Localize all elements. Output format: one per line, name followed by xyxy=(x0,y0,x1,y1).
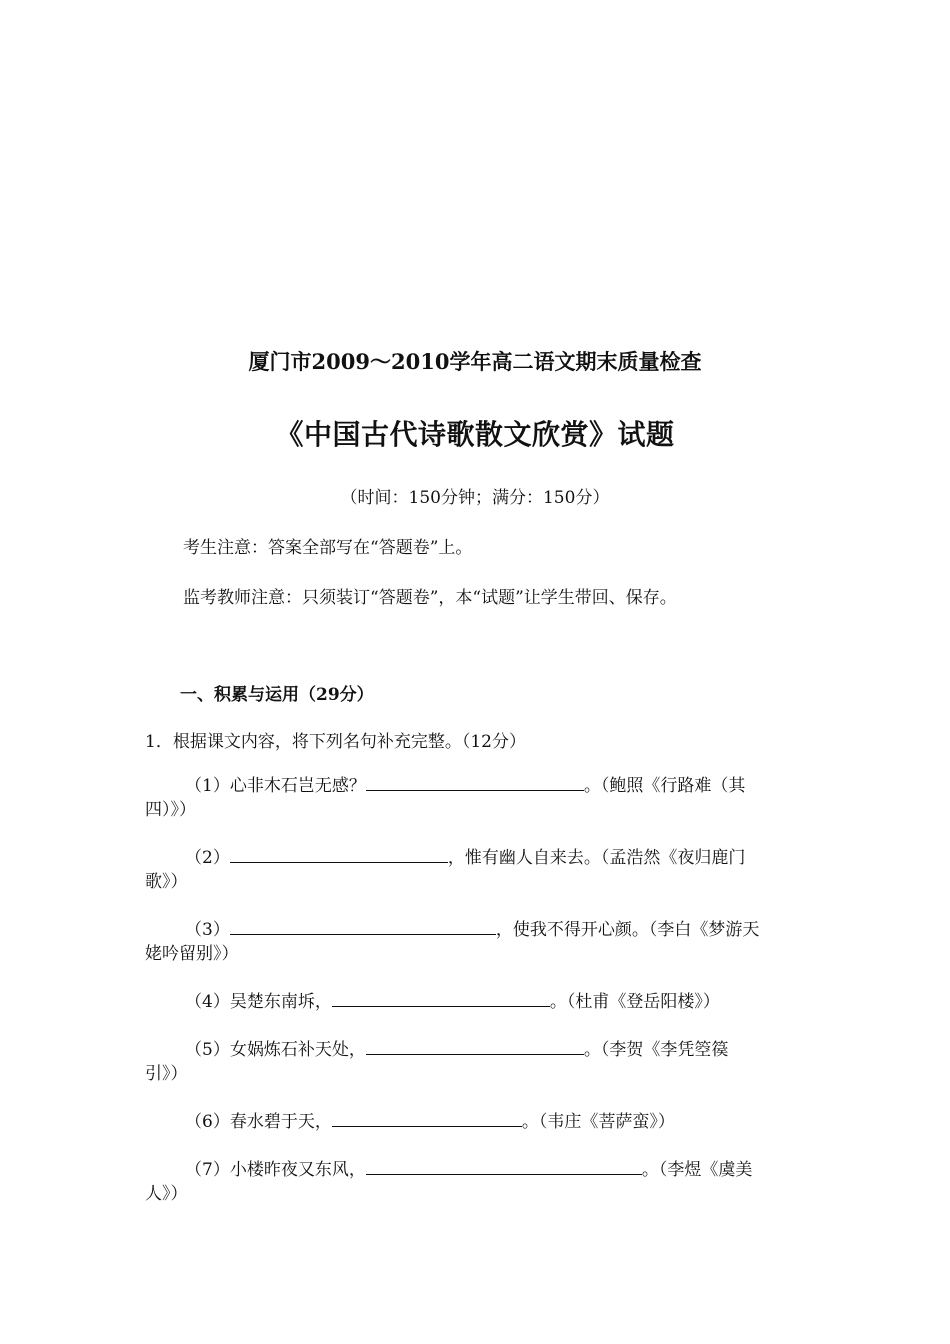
question-1: 1．根据课文内容，将下列名句补充完整。（12分） xyxy=(145,732,526,752)
item-source-cont: 姥吟留别》） xyxy=(145,944,239,964)
item-source-cont: 四）》） xyxy=(145,800,196,820)
item-number: （3） xyxy=(185,920,230,940)
fill-item-5 xyxy=(145,1036,805,1086)
item-source: 。（韦庄《菩萨蛮》） xyxy=(521,1112,675,1132)
fill-item-4 xyxy=(145,988,805,1014)
item-source: 。（鲍照《行路难（其 xyxy=(583,776,746,796)
answer-blank[interactable] xyxy=(366,1156,642,1175)
item-number: （4） xyxy=(185,992,230,1012)
item-source: 。（李贺《李凭箜篌 xyxy=(583,1040,729,1060)
item-number: （5） xyxy=(185,1040,230,1060)
exam-title: 厦门市2009～2010学年高二语文期末质量检查 xyxy=(248,349,702,374)
item-source-cont: 歌》） xyxy=(145,872,188,892)
section-heading: 一、积累与运用（29分） xyxy=(180,685,374,705)
item-number: （6） xyxy=(185,1112,230,1132)
item-text: 心非木石岂无感？ xyxy=(229,776,366,796)
answer-blank[interactable] xyxy=(230,916,496,935)
fill-item-6 xyxy=(145,1108,805,1134)
item-source: 。（李煜《虞美 xyxy=(641,1160,753,1180)
item-source: 。（杜甫《登岳阳楼》） xyxy=(549,992,720,1012)
item-text: 春水碧于天， xyxy=(229,1112,332,1132)
fill-item-2 xyxy=(145,844,805,894)
item-number: （1） xyxy=(185,776,230,796)
item-source-cont: 人》） xyxy=(145,1184,188,1204)
time-note: （时间：150分钟；满分：150分） xyxy=(340,488,610,508)
item-source-cont: 引》） xyxy=(145,1064,188,1084)
answer-blank[interactable] xyxy=(230,844,448,863)
exam-subtitle: 《中国古代诗歌散文欣赏》试题 xyxy=(275,418,675,451)
item-text: 吴楚东南坼， xyxy=(229,992,332,1012)
item-text: 女娲炼石补天处， xyxy=(229,1040,366,1060)
answer-blank[interactable] xyxy=(332,988,550,1007)
item-number: （7） xyxy=(185,1160,230,1180)
answer-blank[interactable] xyxy=(366,1036,584,1055)
item-text: ，使我不得开心颜。（李白《梦游天 xyxy=(495,920,760,940)
item-number: （2） xyxy=(185,848,230,868)
fill-item-3 xyxy=(145,916,805,966)
fill-item-7 xyxy=(145,1156,805,1206)
answer-blank[interactable] xyxy=(332,1108,522,1127)
fill-item-1 xyxy=(145,772,805,822)
student-notice: 考生注意：答案全部写在“答题卷”上。 xyxy=(183,538,473,558)
item-text: 小楼昨夜又东风， xyxy=(229,1160,366,1180)
item-text: ，惟有幽人自来去。（孟浩然《夜归鹿门 xyxy=(447,848,746,868)
answer-blank[interactable] xyxy=(366,772,584,791)
proctor-notice: 监考教师注意：只须装订“答题卷”，本“试题”让学生带回、保存。 xyxy=(183,588,677,608)
